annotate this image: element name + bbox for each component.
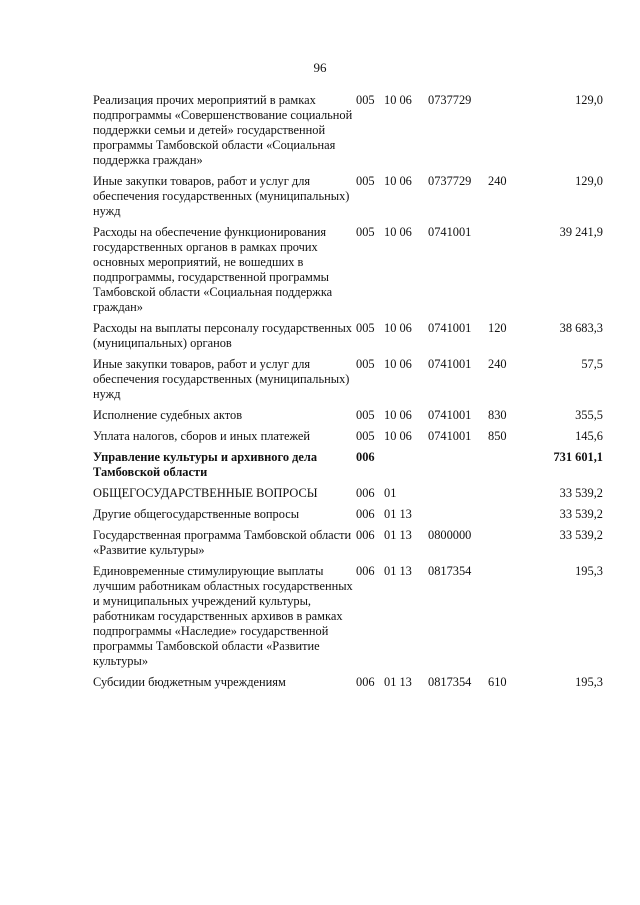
section-code: 01 13 [384, 507, 412, 521]
budget-item-name: Исполнение судебных актов [93, 408, 243, 422]
expense-type-code: 830 [488, 408, 507, 422]
target-article-code: 0737729 [428, 174, 472, 188]
budget-item-name: ОБЩЕГОСУДАРСТВЕННЫЕ ВОПРОСЫ [93, 486, 318, 500]
section-code: 10 06 [384, 93, 412, 107]
grbs-code: 005 [356, 357, 375, 371]
section-code: 01 13 [384, 675, 412, 689]
amount: 145,6 [575, 429, 603, 443]
expense-type-code [488, 450, 525, 486]
expense-type-code [488, 93, 525, 174]
expense-type-code [488, 486, 525, 507]
table-row [93, 564, 603, 675]
grbs-code: 006 [356, 450, 375, 464]
table-row [93, 174, 603, 225]
section-code: 01 [384, 486, 397, 500]
amount: 129,0 [575, 93, 603, 107]
grbs-code: 006 [356, 507, 375, 521]
table-row [93, 429, 603, 450]
expense-type-code: 120 [488, 321, 507, 335]
budget-item-name: Другие общегосударственные вопросы [93, 507, 300, 521]
grbs-code: 005 [356, 429, 375, 443]
section-code: 10 06 [384, 408, 412, 422]
target-article-code [428, 507, 488, 528]
table-row [93, 507, 603, 528]
amount: 129,0 [575, 174, 603, 188]
amount: 195,3 [575, 564, 603, 578]
budget-table [93, 93, 603, 696]
target-article-code: 0737729 [428, 93, 472, 107]
section-code: 10 06 [384, 429, 412, 443]
target-article-code: 0817354 [428, 564, 472, 578]
amount: 33 539,2 [559, 486, 603, 500]
budget-item-name: Управление культуры и архивного дела Тамбовской области [93, 450, 318, 479]
expense-type-code [488, 528, 525, 564]
grbs-code: 005 [356, 225, 375, 239]
table-row [93, 528, 603, 564]
section-code: 10 06 [384, 225, 412, 239]
expense-type-code: 240 [488, 174, 507, 188]
budget-table-body [93, 93, 603, 696]
budget-item-name: Реализация прочих мероприятий в рамках подпрограммы «Совершенствование социальной поддержки семьи и детей» государственной программы Тамбовской области «Социальная поддержка граждан» [93, 93, 353, 167]
target-article-code: 0741001 [428, 429, 472, 443]
section-code: 10 06 [384, 174, 412, 188]
table-row [93, 450, 603, 486]
target-article-code: 0800000 [428, 528, 472, 542]
target-article-code [428, 450, 488, 486]
budget-item-name: Расходы на обеспечение функционирования государственных органов в рамках прочих основных мероприятий, не вошедших в подпрограммы, государственной программы Тамбовской области «Социальная поддержка граждан» [93, 225, 333, 314]
budget-item-name: Субсидии бюджетным учреждениям [93, 675, 286, 689]
section-code: 01 13 [384, 528, 412, 542]
amount: 195,3 [575, 675, 603, 689]
table-row [93, 321, 603, 357]
expense-type-code: 610 [488, 675, 507, 689]
target-article-code: 0741001 [428, 321, 472, 335]
amount: 39 241,9 [559, 225, 603, 239]
amount: 57,5 [581, 357, 603, 371]
target-article-code: 0817354 [428, 675, 472, 689]
grbs-code: 005 [356, 174, 375, 188]
budget-item-name: Единовременные стимулирующие выплаты лучшим работникам областных государственных и муниципальных учреждений культуры, работникам государственных архивов в рамках подпрограммы «Наследие» государственной программы Тамбовской области «Развитие культуры» [93, 564, 353, 668]
grbs-code: 006 [356, 675, 375, 689]
expense-type-code [488, 225, 525, 321]
budget-item-name: Государственная программа Тамбовской области «Развитие культуры» [93, 528, 352, 557]
grbs-code: 006 [356, 486, 375, 500]
target-article-code [428, 486, 488, 507]
budget-item-name: Расходы на выплаты персоналу государственных (муниципальных) органов [93, 321, 352, 350]
amount: 731 601,1 [553, 450, 603, 464]
table-row [93, 93, 603, 174]
section-code: 10 06 [384, 321, 412, 335]
section-code [384, 450, 428, 486]
expense-type-code [488, 564, 525, 675]
target-article-code: 0741001 [428, 408, 472, 422]
target-article-code: 0741001 [428, 225, 472, 239]
table-row [93, 408, 603, 429]
amount: 355,5 [575, 408, 603, 422]
budget-item-name: Иные закупки товаров, работ и услуг для обеспечения государственных (муниципальных) нужд [93, 174, 350, 218]
section-code: 01 13 [384, 564, 412, 578]
expense-type-code: 240 [488, 357, 507, 371]
page-number: 96 [313, 60, 327, 75]
amount: 33 539,2 [559, 507, 603, 521]
table-row [93, 675, 603, 696]
section-code: 10 06 [384, 357, 412, 371]
budget-item-name: Иные закупки товаров, работ и услуг для обеспечения государственных (муниципальных) нужд [93, 357, 350, 401]
expense-type-code [488, 507, 525, 528]
grbs-code: 006 [356, 528, 375, 542]
grbs-code: 005 [356, 408, 375, 422]
budget-item-name: Уплата налогов, сборов и иных платежей [93, 429, 311, 443]
grbs-code: 005 [356, 321, 375, 335]
target-article-code: 0741001 [428, 357, 472, 371]
amount: 33 539,2 [559, 528, 603, 542]
amount: 38 683,3 [559, 321, 603, 335]
table-row [93, 225, 603, 321]
grbs-code: 005 [356, 93, 375, 107]
expense-type-code: 850 [488, 429, 507, 443]
table-row [93, 486, 603, 507]
grbs-code: 006 [356, 564, 375, 578]
table-row [93, 357, 603, 408]
